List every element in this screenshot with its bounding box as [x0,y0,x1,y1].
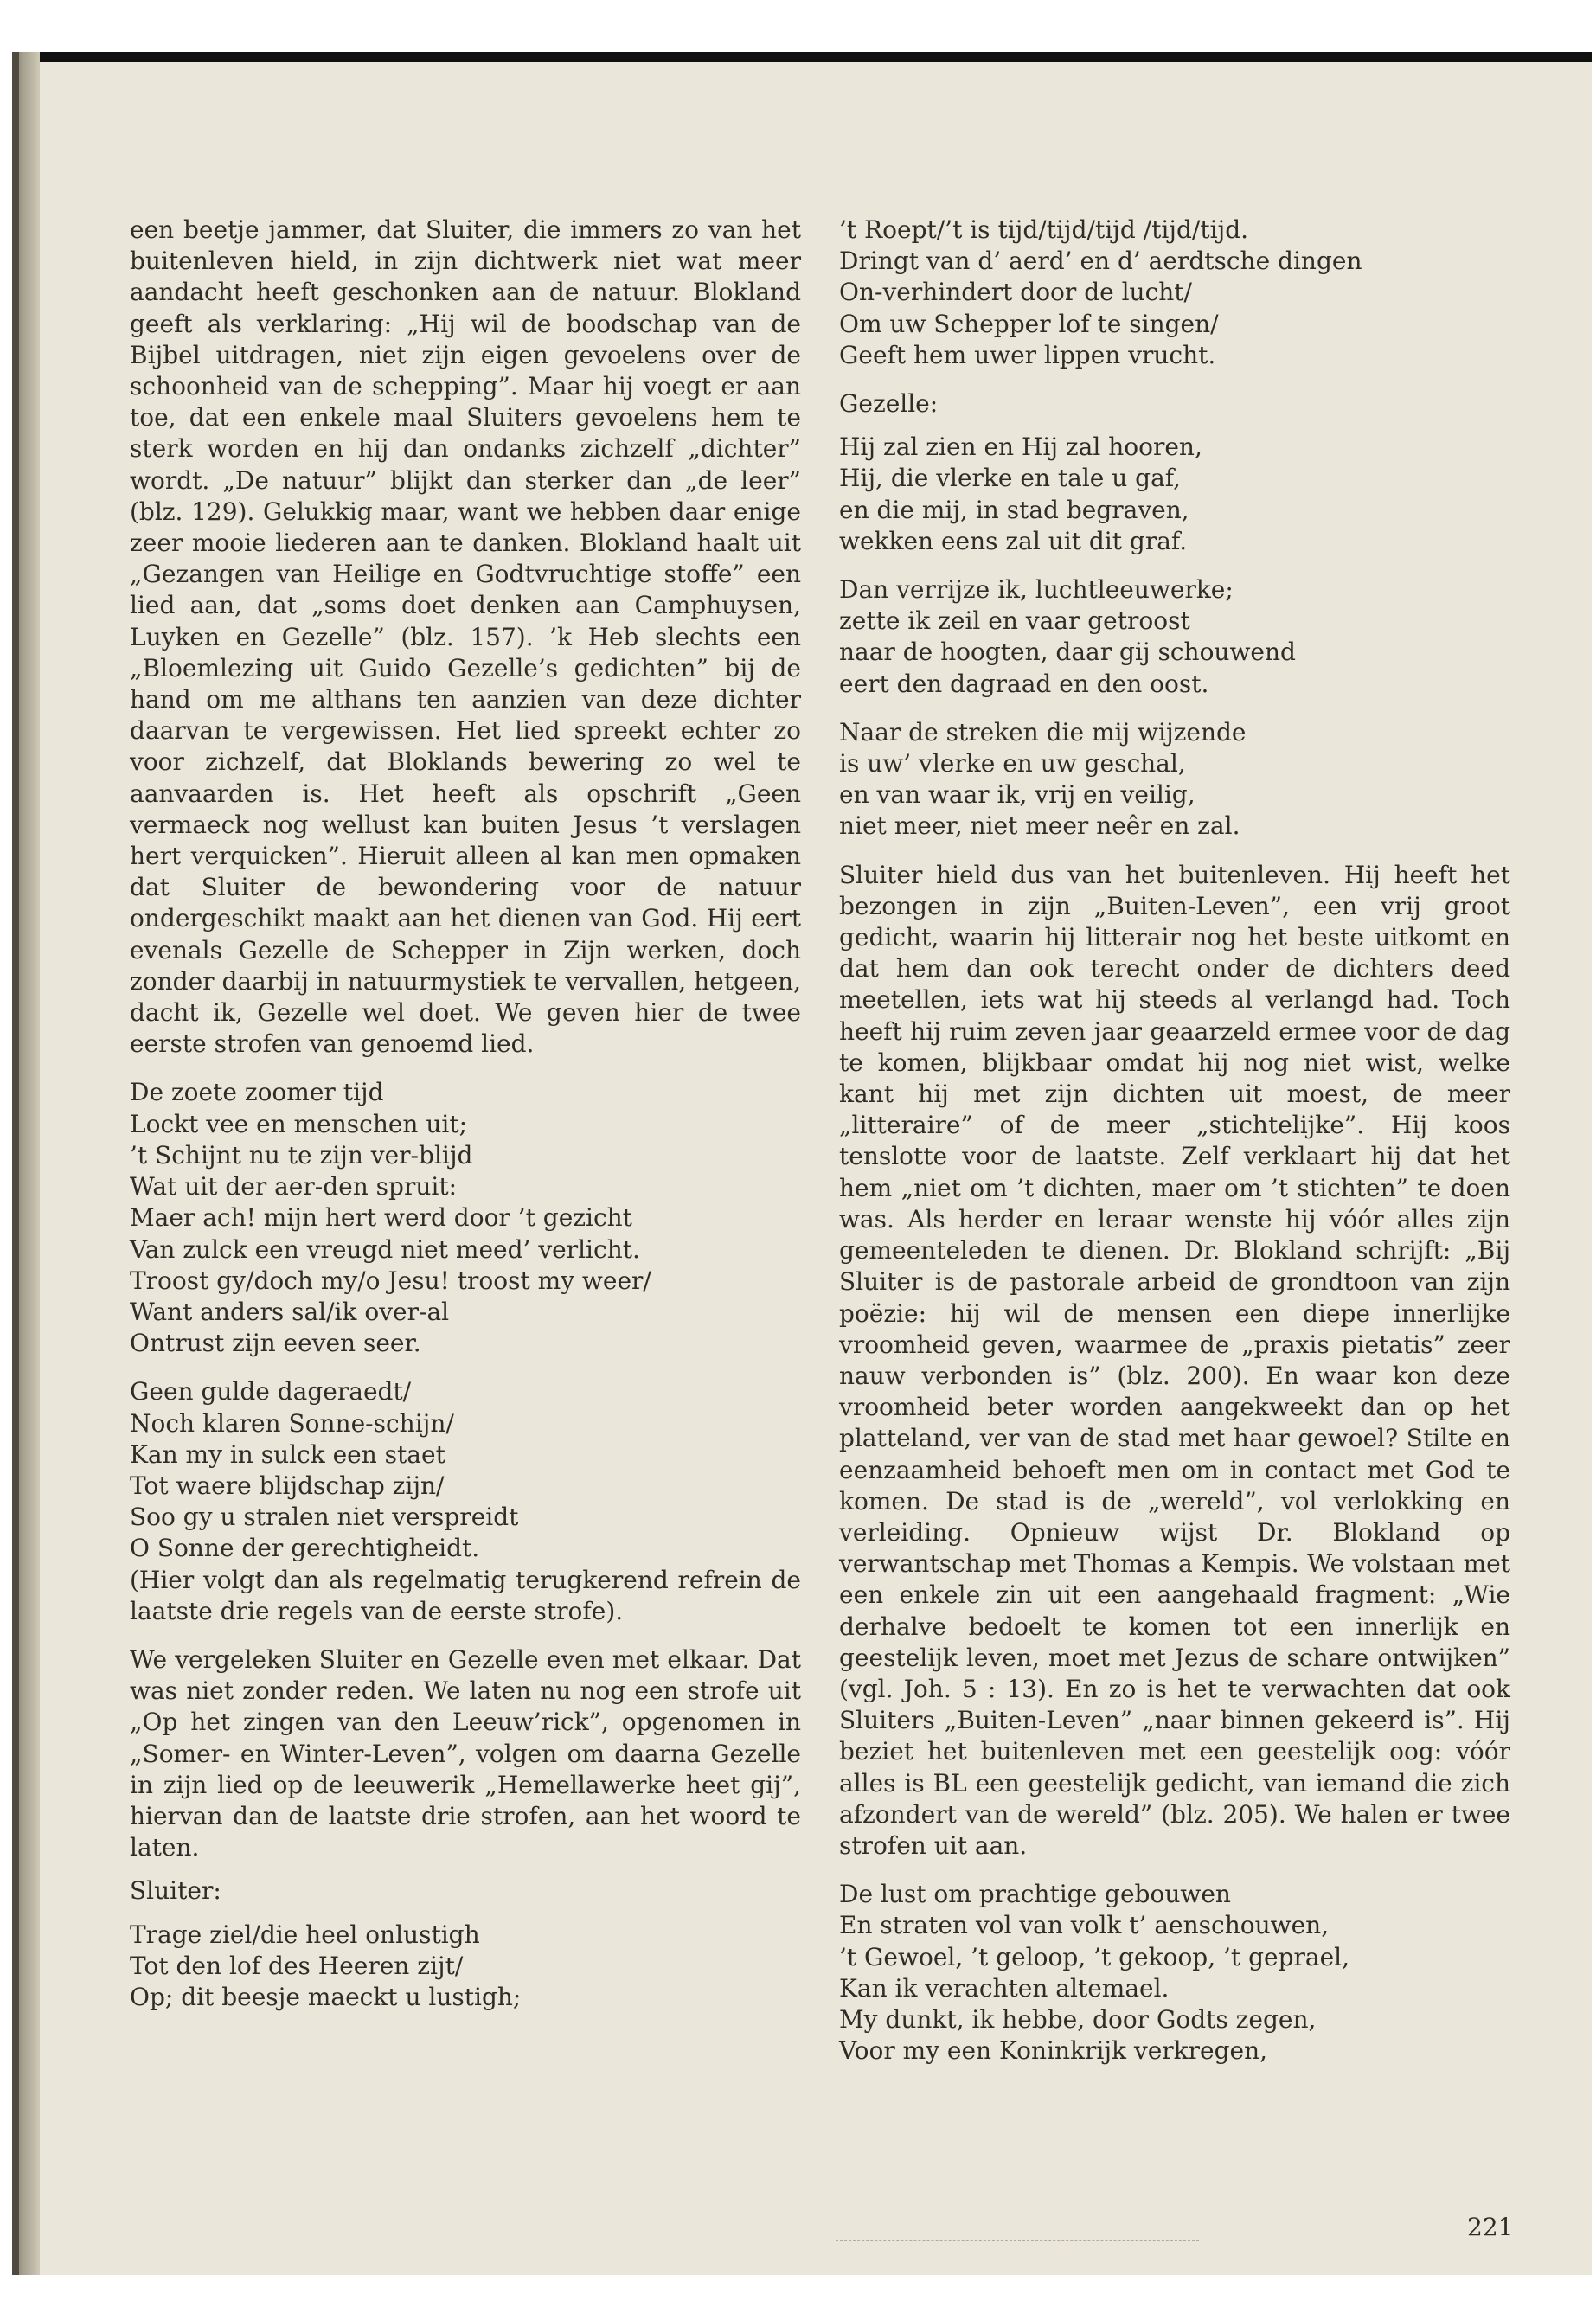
scan-top-border [12,52,1592,62]
label-gezelle: Gezelle: [839,389,939,419]
page-sheet [40,62,1592,2275]
poem-stanza-4: De lust om prachtige gebouwen En straten vol van volk t’ aenschouwen, ’t Gewoel, ’t geloop, ’t gekoop, ’t geprael, Kan ik verachten altemael. My dunkt, ik hebbe, door Godts zegen, Voor my een Koninkrijk verkregen, [839,1880,1350,2066]
gezelle-stanza-1: Hij zal zien en Hij zal hooren, Hij, die vlerke en tale u gaf, en die mij, in stad begraven, wekken eens zal uit dit graf. [839,433,1202,555]
poem-stanza-3: Trage ziel/die heel onlustigh Tot den lof des Heeren zijt/ Op; dit beesje maeckt u lustigh; [130,1920,522,2011]
refrain-note: (Hier volgt dan als regelmatig terugkerend refrein de laatste drie regels van de eerste strofe). [130,1565,801,1625]
left-paragraph-1: een beetje jammer, dat Sluiter, die immers zo van het buitenleven hield, in zijn dichtwerk niet wat meer aandacht heeft geschonken aan de natuur. Blokland geeft als verklaring: „Hij wil de boodschap van de Bijbel uitdragen, niet zijn eigen gevoelens over de schoonheid van de schepping”. Maar hij voegt er aan toe, dat een enkele maal Sluiters gevoelens hem te sterk worden en hij dan ondanks zichzelf „dichter” wordt. „De natuur” blijkt dan sterker dan „de leer” (blz. 129). Gelukkig maar, want we hebben daar enige zeer mooie liederen aan te danken. Blokland haalt uit „Gezangen van Heilige en Godtvruchtige stoffe” een lied aan, dat „soms doet denken aan Camphuysen, Luyken en Gezelle” (blz. 157). ’k Heb slechts een „Bloemlezing uit Guido Gezelle’s gedichten” bij de hand om me althans ten aanzien van deze dichter daarvan te vergewissen. Het lied spreekt echter zo voor zichzelf, dat Bloklands bewering zo wel te aanvaarden is. Het heeft als opschrift „Geen vermaeck nog wellust kan buiten Jesus ’t verslagen hert verquicken”. Hieruit alleen al kan men opmaken dat Sluiter de bewondering voor de natuur ondergeschikt maakt aan het dienen van God. Hij eert evenals Gezelle de Schepper in Zijn werken, doch zonder daarbij in natuurmystiek te vervallen, hetgeen, dacht ik, Gezelle wel doet. We geven hier de twee eerste strofen van genoemd lied. [130,215,801,1059]
page-number: 221 [1467,2213,1514,2241]
poem-stanza-3-continued: ’t Roept/’t is tijd/tijd/tijd /tijd/tijd. Dringt van d’ aerd’ en d’ aerdtsche dingen On-verhindert door de lucht/ Om uw Schepper lof te singen/ Geeft hem uwer lippen vrucht. [839,215,1362,369]
right-column [839,215,1510,2067]
right-paragraph-1: Sluiter hield dus van het buitenleven. Hij heeft het bezongen in zijn „Buiten-Leven”, een vrij groot gedicht, waarin hij litterair nog het beste uitkomt en dat hem dan ook terecht onder de dichters deed meetellen, iets wat hij steeds al verlangd had. Toch heeft hij ruim zeven jaar geaarzeld ermee voor de dag te komen, blijkbaar omdat hij nog niet wist, welke kant hij met zijn dichten uit moest, de meer „litteraire” of de meer „stichtelijke”. Hij koos tenslotte voor de laatste. Zelf verklaart hij dat het hem „niet om ’t dichten, maer om ’t stichten” te doen was. Als herder en leraar wenste hij vóór alles zijn gemeenteleden te dienen. Dr. Blokland schrijft: „Bij Sluiter is de pastorale arbeid de grondtoon van zijn poëzie: hij wil de mensen een diepe innerlijke vroomheid geven, waarmee de „praxis pietatis” zeer nauw verbonden is” (blz. 200). En waar kon deze vroomheid beter worden aangekweekt dan op het platteland, ver van de stad met haar gewoel? Stilte en eenzaamheid behoeft men om in contact met God te komen. De stad is de „wereld”, vol verlokking en verleiding. Opnieuw wijst Dr. Blokland op verwantschap met Thomas a Kempis. We volstaan met een enkele zin uit een aangehaald fragment: „Wie derhalve bedoelt te komen tot een innerlijk en geestelijk leven, moet met Jezus de schare ontwijken” (vgl. Joh. 5 : 13). En zo is het te verwachten dat ook Sluiters „Buiten-Leven” „naar binnen gekeerd is”. Hij beziet het buitenleven met een geestelijk oog: vóór alles is BL een geestelijk gedicht, van iemand die zich afzondert van de wereld” (blz. 205). We halen er twee strofen uit aan. [839,860,1510,1860]
gezelle-stanza-2: Dan verrijze ik, luchtleeuwerke; zette ik zeil en vaar getroost naar de hoogten, daar gij schouwend eert den dagraad en den oost. [839,575,1296,698]
left-paragraph-2: We vergeleken Sluiter en Gezelle even met elkaar. Dat was niet zonder reden. We laten nu nog een strofe uit „Op het zingen van den Leeuw’rick”, opgenomen in „Somer- en Winter-Leven”, volgen om daarna Gezelle in zijn lied op de leeuwerik „Hemellawerke heet gij”, hiervan dan de laatste drie strofen, aan het woord te laten. [130,1644,801,1862]
footer-divider [836,2240,1199,2241]
left-column [130,215,801,2013]
poem-stanza-1: De zoete zoomer tijd Lockt vee en menschen uit; ’t Schijnt nu te zijn ver-blijd Wat uit der aer-den spruit: Maer ach! mijn hert werd door ’t gezicht Van zulck een vreugd niet meed’ verlicht. Troost gy/doch my/o Jesu! troost my weer/ Want anders sal/ik over-al Ontrust zijn eeven seer. [130,1078,651,1358]
poem-stanza-2: Geen gulde dageraedt/ Noch klaren Sonne-schijn/ Kan my in sulck een staet Tot waere blijdschap zijn/ Soo gy u stralen niet verspreidt O Sonne der gerechtigheidt. [130,1377,519,1563]
gezelle-stanza-3: Naar de streken die mij wijzende is uw’ vlerke en uw geschal, en van waar ik, vrij en veilig, niet meer, niet meer neêr en zal. [839,717,1247,841]
binding-shadow [12,52,19,2275]
label-sluiter: Sluiter: [130,1876,221,1906]
